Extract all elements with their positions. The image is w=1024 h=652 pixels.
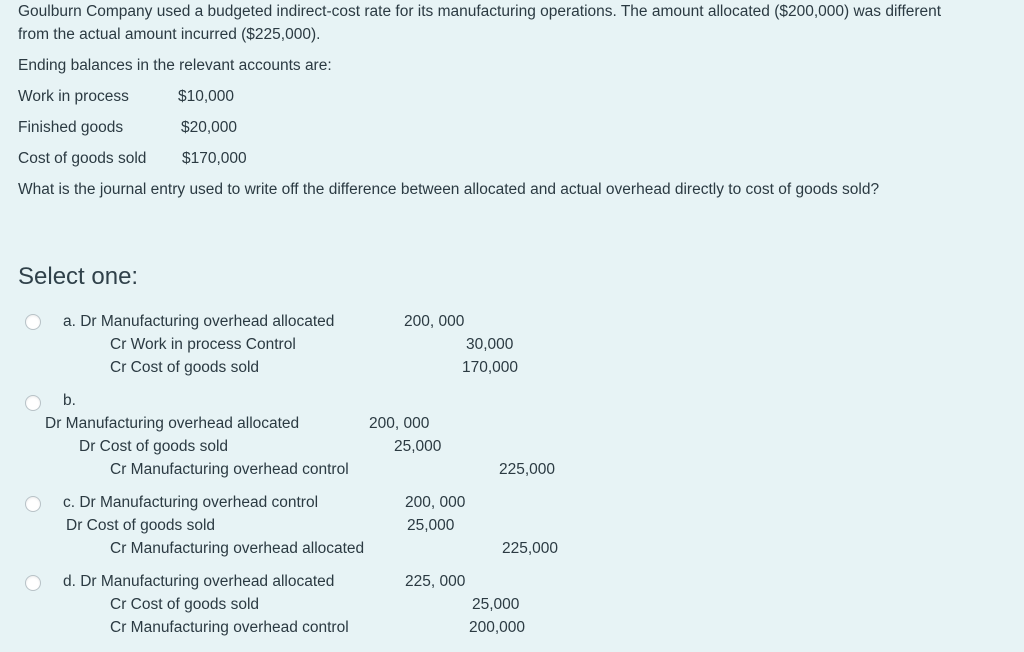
option-c-amount-3: 225,000 bbox=[502, 540, 559, 557]
option-a-amount-1: 200, 000 bbox=[404, 313, 465, 330]
option-a-radio[interactable] bbox=[25, 314, 41, 330]
balances-heading: Ending balances in the relevant accounts are: bbox=[18, 57, 332, 74]
option-b-line-3: Cr Manufacturing overhead control bbox=[110, 461, 349, 478]
balance-value-wip: $10,000 bbox=[178, 88, 235, 105]
option-b-amount-3: 225,000 bbox=[499, 461, 556, 478]
option-d-line-3: Cr Manufacturing overhead control bbox=[110, 619, 349, 636]
option-c-line-1: c. Dr Manufacturing overhead control bbox=[63, 494, 319, 511]
option-c-line-3: Cr Manufacturing overhead allocated bbox=[110, 540, 365, 557]
option-c-amount-1: 200, 000 bbox=[405, 494, 466, 511]
option-a-amount-2: 30,000 bbox=[466, 336, 514, 353]
option-d-amount-2: 25,000 bbox=[472, 596, 520, 613]
option-a-line-1: a. Dr Manufacturing overhead allocated bbox=[63, 313, 335, 330]
balance-label-finished-goods: Finished goods bbox=[18, 119, 124, 136]
question-text-line-2: from the actual amount incurred ($225,000). bbox=[18, 26, 321, 43]
option-c-radio[interactable] bbox=[25, 496, 41, 512]
option-d-line-1: d. Dr Manufacturing overhead allocated bbox=[63, 573, 335, 590]
option-d-radio[interactable] bbox=[25, 575, 41, 591]
option-b-line-1: Dr Manufacturing overhead allocated bbox=[45, 415, 300, 432]
select-one-heading: Select one: bbox=[18, 263, 139, 290]
question-prompt: What is the journal entry used to write off the difference between allocated and actual overhead directly to cost of goods sold? bbox=[18, 181, 880, 198]
option-b-amount-1: 200, 000 bbox=[369, 415, 430, 432]
option-b-line-2: Dr Cost of goods sold bbox=[79, 438, 229, 455]
balance-value-cogs: $170,000 bbox=[182, 150, 247, 167]
option-b-letter: b. bbox=[63, 392, 76, 409]
option-d-line-2: Cr Cost of goods sold bbox=[110, 596, 260, 613]
option-a-line-3: Cr Cost of goods sold bbox=[110, 359, 260, 376]
balance-value-finished-goods: $20,000 bbox=[181, 119, 238, 136]
option-c-amount-2: 25,000 bbox=[407, 517, 455, 534]
option-b-radio[interactable] bbox=[25, 395, 41, 411]
balance-label-wip: Work in process bbox=[18, 88, 129, 105]
option-d-amount-3: 200,000 bbox=[469, 619, 526, 636]
option-c-line-2: Dr Cost of goods sold bbox=[66, 517, 216, 534]
balance-label-cogs: Cost of goods sold bbox=[18, 150, 147, 167]
question-text-line-1: Goulburn Company used a budgeted indirect-cost rate for its manufacturing operations. The amount allocated ($200,000) was different bbox=[18, 3, 942, 20]
option-a-line-2: Cr Work in process Control bbox=[110, 336, 296, 353]
option-a-amount-3: 170,000 bbox=[462, 359, 519, 376]
option-d-amount-1: 225, 000 bbox=[405, 573, 466, 590]
option-b-amount-2: 25,000 bbox=[394, 438, 442, 455]
